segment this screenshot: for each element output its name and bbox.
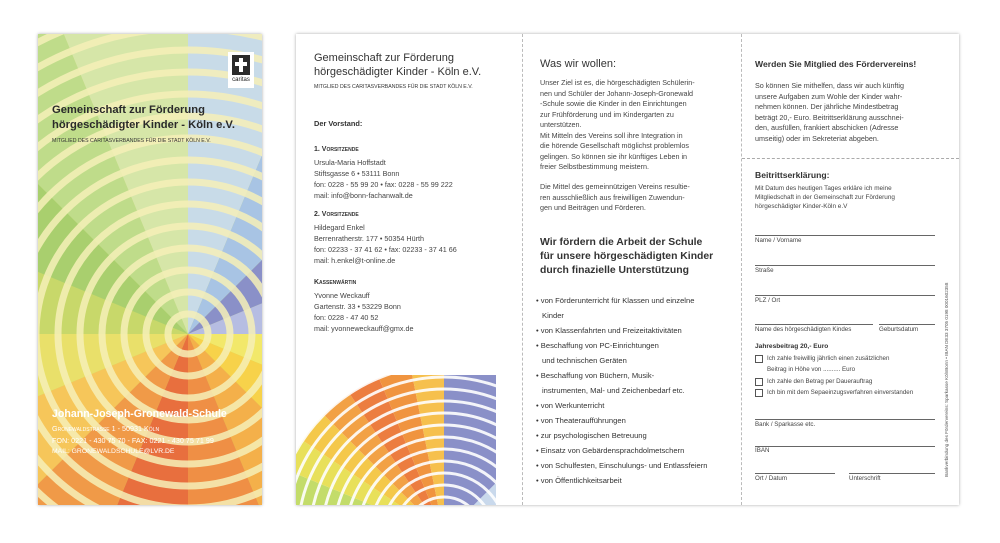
standing-order-checkbox[interactable]	[755, 378, 763, 386]
corner-artwork	[296, 375, 496, 505]
paragraph-line: Mit Mitteln des Vereins soll ihre Integration in	[540, 130, 683, 140]
contact-line: Berrenratherstr. 177 • 50354 Hürth	[314, 234, 424, 243]
signature-field[interactable]	[849, 461, 935, 474]
list-item: instrumenten, Mal- und Zeichenbedarf etc.	[542, 386, 685, 395]
option-label: Ich zahle freiwillig jährlich einen zusätzlichen	[767, 355, 890, 362]
headline-line: für unsere hörgeschädigten Kinder	[540, 251, 714, 262]
name-label: Name / Vorname	[755, 237, 802, 244]
list-item: • von Förderunterricht für Klassen und einzelne	[536, 296, 695, 305]
paragraph-line: Die Mittel des gemeinnützigen Vereins resultie-	[540, 182, 690, 191]
paragraph-line: nehmen können. Der jährliche Mindestbetrag	[755, 102, 899, 111]
panel2-heading: Was wir wollen:	[540, 58, 616, 70]
contact-line: fon: 02233 - 37 41 62 • fax: 02233 - 37 41 66	[314, 245, 457, 254]
list-item: • von Werkunterricht	[536, 401, 605, 410]
form-heading: Beitrittserklärung:	[755, 170, 830, 180]
paragraph-line: Mitgliedschaft in der Gemeinschaft zur Förderung	[755, 194, 895, 201]
contact-email: mail: info@bonn-fachanwalt.de	[314, 191, 413, 200]
name-field[interactable]	[755, 223, 935, 236]
caritas-logo-text: caritas	[232, 77, 250, 83]
street-field[interactable]	[755, 253, 935, 266]
role-label: 1. Vorsitzende	[314, 146, 359, 153]
zip-city-field[interactable]	[755, 283, 935, 296]
street-label: Straße	[755, 267, 774, 274]
paragraph-line: nen und Schüler der Johann-Joseph-Gronewald	[540, 88, 694, 98]
paragraph-line: Mit Datum des heutigen Tages erkläre ich meine	[755, 185, 892, 192]
paragraph-line: die hörende Gesellschaft möglichst problemlos	[540, 141, 690, 150]
place-date-field[interactable]	[755, 461, 835, 474]
paragraph-line: zur Frühförderung und im Kindergarten zu	[540, 109, 674, 119]
caritas-cross-icon	[232, 55, 250, 75]
child-name-field[interactable]	[755, 312, 873, 325]
contact-email: mail: h.enkel@t-online.de	[314, 256, 396, 265]
paragraph-line: So können Sie mithelfen, dass wir auch künftig	[755, 81, 905, 90]
contact-line: Gartenstr. 33 • 53229 Bonn	[314, 302, 401, 311]
sepa-checkbox[interactable]	[755, 389, 763, 397]
list-item: Kinder	[542, 311, 564, 320]
role-label: Kassenwärtin	[314, 279, 357, 286]
paragraph-line: beträgt 20,- Euro. Beitrittserklärung ausschnei-	[755, 112, 904, 122]
fold-line	[741, 34, 742, 505]
contact-line: Stiftsgasse 6 • 53111 Bonn	[314, 169, 400, 178]
list-item: • Beschaffung von PC-Einrichtungen	[536, 341, 659, 350]
paragraph-line: gelingen. So können sie ihr künftiges Leben in	[540, 151, 688, 161]
contact-email: mail: yvonneweckauff@gmx.de	[314, 324, 414, 333]
headline-line: durch finazielle Unterstützung	[540, 265, 689, 276]
paragraph-line: unterstützen.	[540, 120, 582, 129]
iban-field[interactable]	[755, 434, 935, 447]
paragraph-line: -Schule sowie die Kinder in den Einrichtungen	[540, 99, 687, 108]
contact-line: Yvonne Weckauff	[314, 291, 370, 300]
panel1-title-line1: Gemeinschaft zur Förderung	[314, 52, 455, 64]
cover-school-name: Johann-Joseph-Gronewald-Schule	[52, 408, 227, 420]
cover-subtitle: MITGLIED DES CARITASVERBANDES FÜR DIE STADT KÖLN E.V.	[52, 138, 211, 144]
paragraph-line: Unser Ziel ist es, die hörgeschädigten Schülerin-	[540, 78, 695, 87]
caritas-logo	[228, 52, 254, 88]
bank-field[interactable]	[755, 407, 935, 420]
contact-line: Ursula-Maria Hoffstadt	[314, 158, 386, 167]
cover-phone-fax: FON: 0221 - 430 75 70 - FAX: 0221 - 430 75 71 99	[52, 436, 214, 445]
option-label: Ich bin mit dem Sepaeinzugsverfahren einverstanden	[767, 389, 914, 396]
brochure-cover	[38, 34, 262, 505]
panel1-subtitle: MITGLIED DES CARITASVERBANDES FÜR DIE STADT KÖLN E.V.	[314, 84, 473, 90]
contact-line: Hildegard Enkel	[314, 223, 365, 232]
iban-label: IBAN	[755, 447, 770, 454]
headline-line: Wir fördern die Arbeit der Schule	[540, 237, 703, 248]
option-label: Beitrag in Höhe von .......... Euro	[767, 366, 856, 373]
list-item: • Beschaffung von Büchern, Musik-	[536, 371, 655, 380]
child-name-label: Name des hörgeschädigten Kindes	[755, 326, 852, 333]
paragraph-line: den, ausfüllen, frankiert abschicken (Adresse	[755, 123, 899, 132]
list-item: • von Schulfesten, Einschulungs- und Entlassfeiern	[536, 461, 708, 470]
birthdate-field[interactable]	[879, 312, 935, 325]
cover-title-line1: Gemeinschaft zur Förderung	[52, 104, 205, 116]
paragraph-line: umseitig) oder im Sekreteriat abgeben.	[755, 133, 879, 143]
list-item: • von Öffentlichkeitsarbeit	[536, 476, 622, 485]
bank-label: Bank / Sparkasse etc.	[755, 421, 816, 428]
birthdate-label: Geburtsdatum	[879, 326, 919, 333]
cover-email: MAIL: GRONEWALDSCHULE@LVR.DE	[52, 448, 175, 455]
fee-label: Jahresbeitrag 20,- Euro	[755, 343, 829, 350]
zip-city-label: PLZ / Ort	[755, 297, 781, 304]
cover-title-line2: hörgeschädigter Kinder - Köln e.V.	[52, 119, 235, 131]
fold-line	[522, 34, 523, 505]
cut-line	[742, 158, 959, 159]
signature-label: Unterschrift	[849, 475, 881, 482]
role-label: 2. Vorsitzende	[314, 211, 359, 218]
list-item: • zur psychologischen Betreuung	[536, 431, 647, 440]
contact-line: fon: 0228 - 47 40 52	[314, 313, 379, 322]
contact-line: fon: 0228 - 55 99 20 • fax: 0228 - 55 99 222	[314, 180, 453, 189]
place-date-label: Ort / Datum	[755, 475, 787, 482]
list-item: • Einsatz von Gebärdensprachdolmetschern	[536, 446, 685, 455]
paragraph-line: freier Selbstbestimmung meistern.	[540, 162, 650, 171]
paragraph-line: ren ausschließlich aus freiwilligen Zuwendun-	[540, 192, 685, 202]
paragraph-line: hörgeschädigter Kinder-Köln e.V	[755, 203, 848, 210]
list-item: • von Klassenfahrten und Freizeitaktivitäten	[536, 326, 682, 335]
panel3-heading: Werden Sie Mitglied des Fördervereins!	[755, 59, 917, 69]
brochure-inner-spread	[296, 34, 959, 505]
paragraph-line: gen und Beiträgen und Förderen.	[540, 203, 646, 212]
paragraph-line: unsere Aufgaben zum Wohle der Kinder wahr-	[755, 91, 903, 101]
bank-details-vertical: Bankverbindung des Fördervereins: Sparkasse KölnBonn • IBAN DE33 3705 0198 0001602358	[944, 282, 949, 477]
panel1-title-line2: hörgeschädigter Kinder - Köln e.V.	[314, 66, 482, 78]
cover-address: Gronewaldstrasse 1 - 50931 Köln	[52, 424, 160, 433]
list-item: • von Theateraufführungen	[536, 416, 626, 425]
board-heading: Der Vorstand:	[314, 119, 363, 128]
list-item: und technischen Geräten	[542, 356, 627, 365]
extra-contribution-checkbox[interactable]	[755, 355, 763, 363]
option-label: Ich zahle den Betrag per Dauerauftrag	[767, 378, 873, 385]
